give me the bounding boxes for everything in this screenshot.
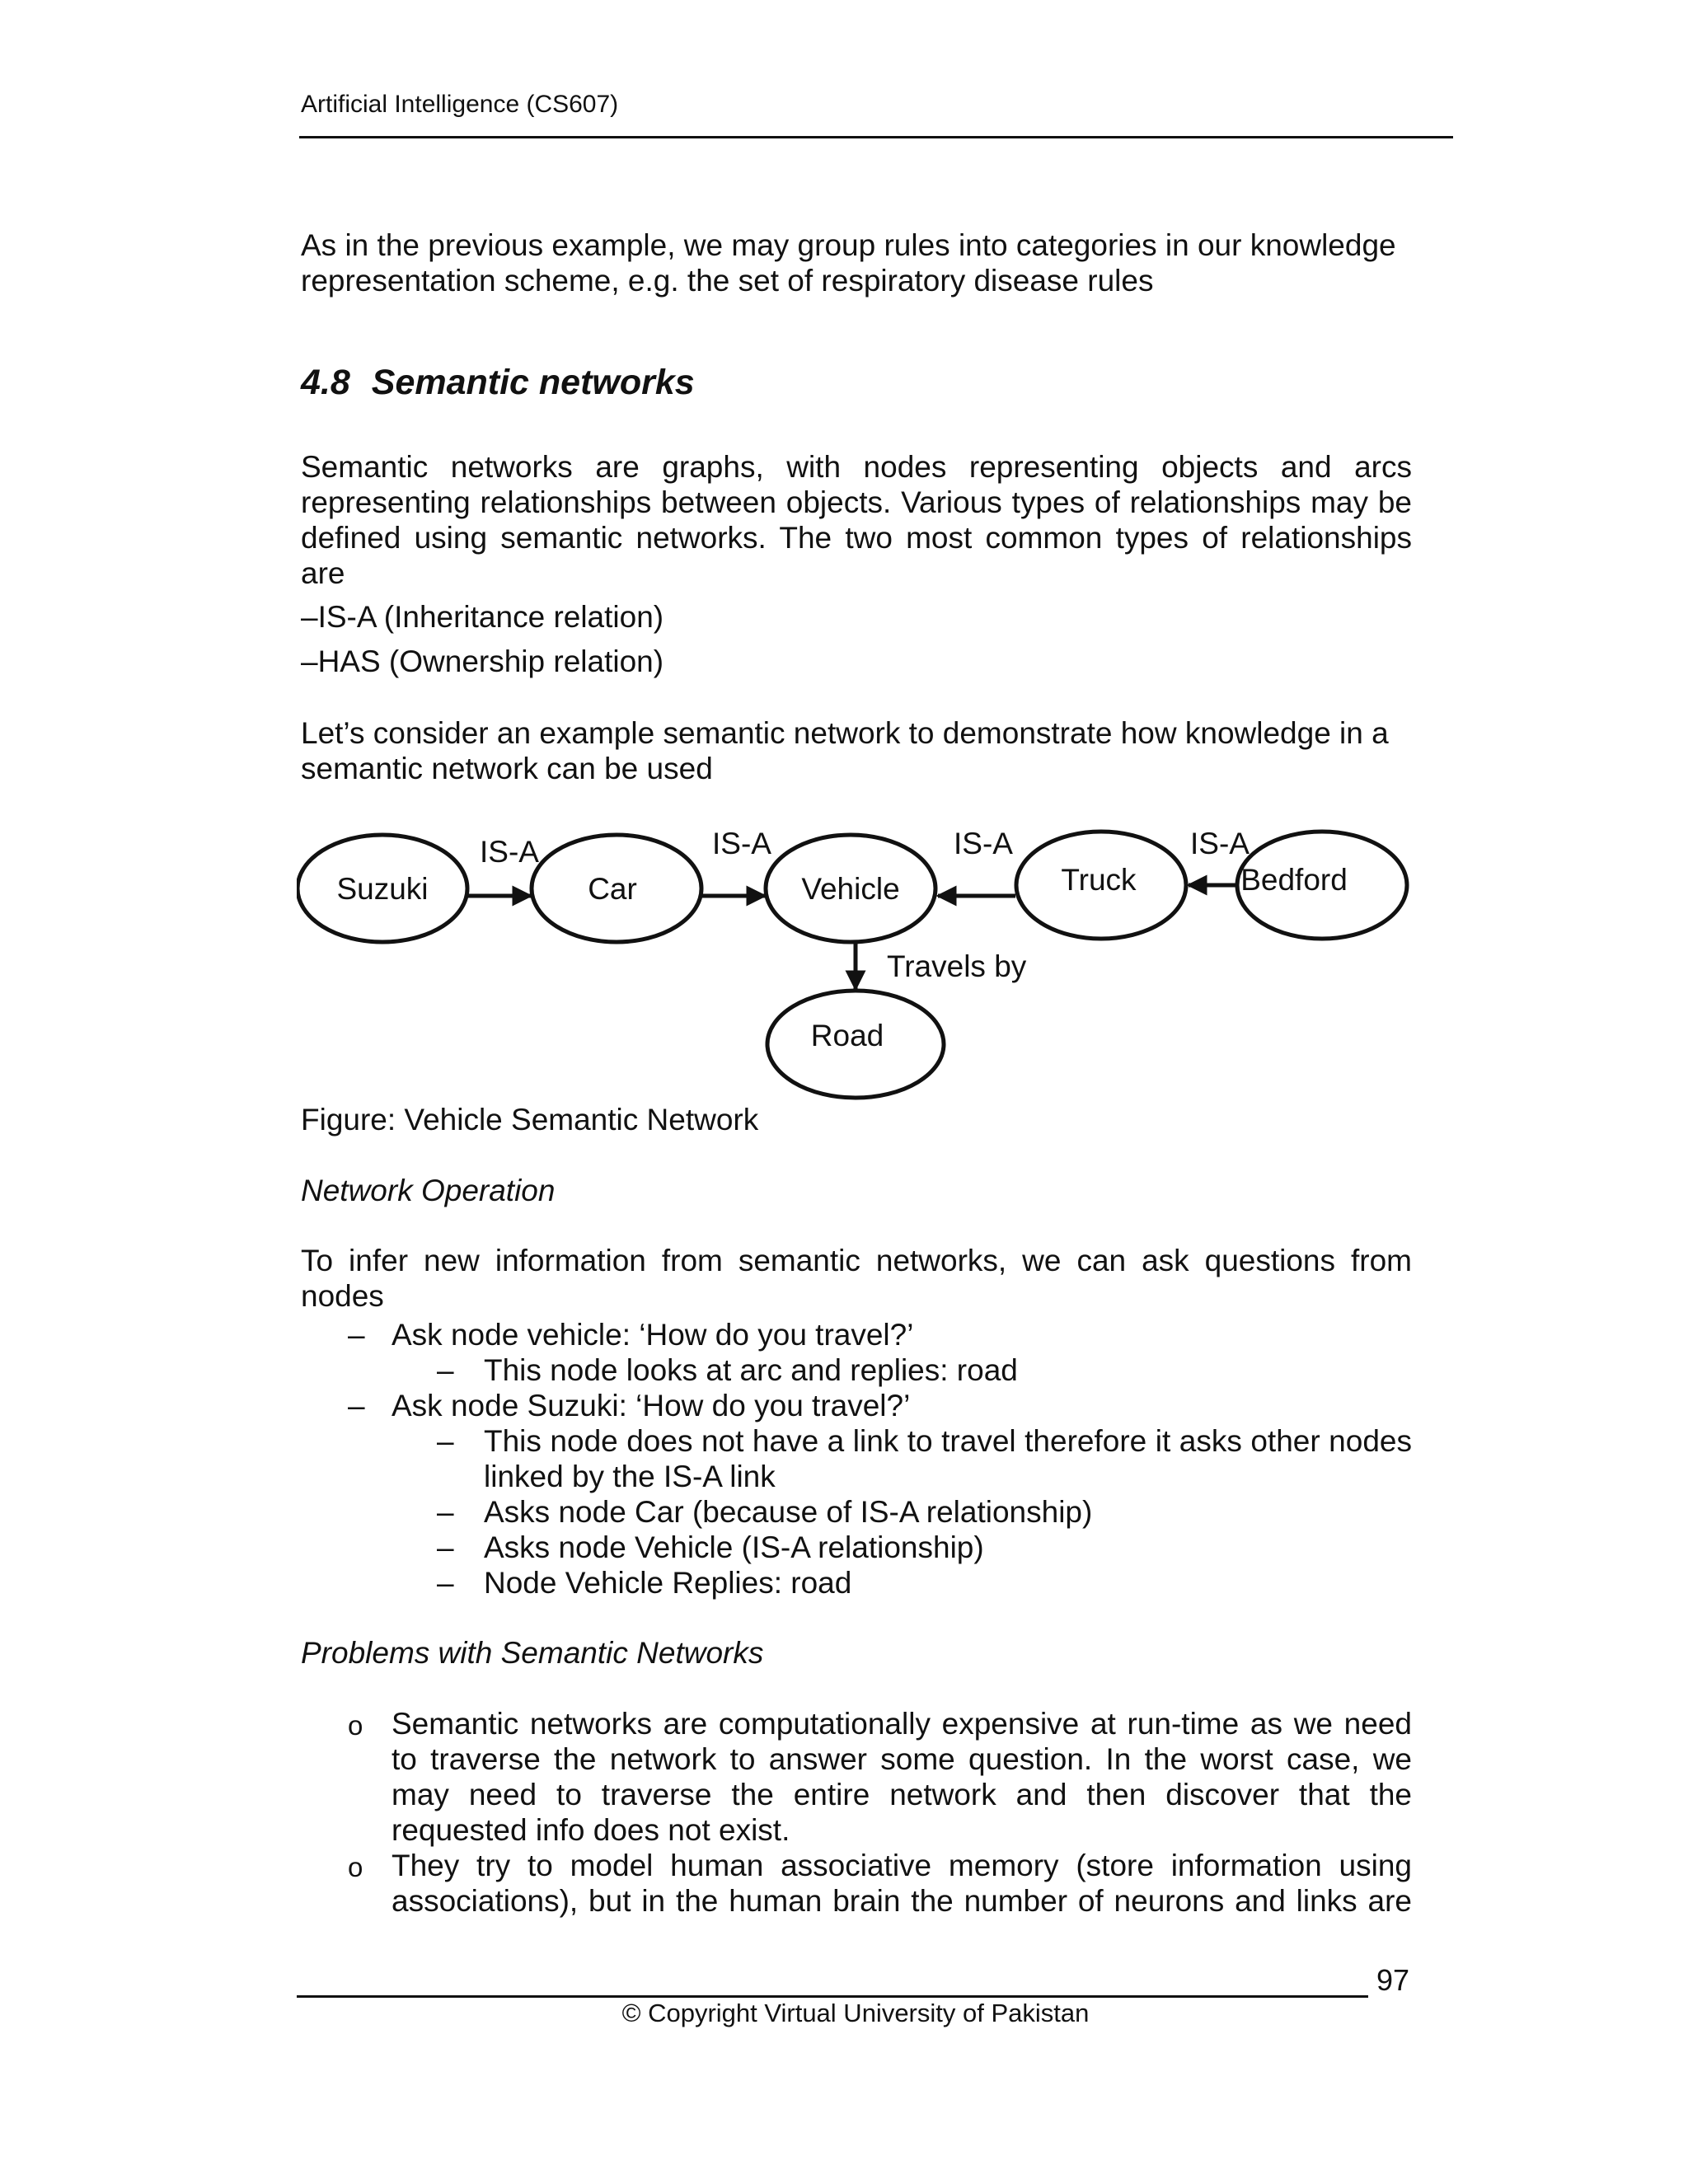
dash-marker: – [437,1566,454,1600]
bullet-marker: o [348,1852,363,1882]
relation-dash: – [301,600,318,634]
op-item-6: Asks node Vehicle (IS-A relationship) [484,1530,984,1564]
problems-heading: Problems with Semantic Networks [301,1636,764,1670]
node-label-bedford: Bedford [1240,863,1348,897]
bullet-marker: o [348,1710,363,1741]
example-intro-paragraph [301,715,1412,786]
relation-has-text: HAS (Ownership relation) [317,644,664,678]
section-heading [301,363,695,403]
intro-line-1: As in the previous example, we may group rules into categories in our knowledge [301,228,1396,262]
edge-label-truck-vehicle: IS-A [954,827,1013,860]
op-item-5: Asks node Car (because of IS-A relationship) [484,1495,1093,1529]
definition-paragraph: Semantic networks are graphs, with nodes representing objects and arcs representing relationships between objects. Various types of relationships may be defined using semantic networks. The two most common types of relationships are [301,450,1412,590]
section-title: Semantic networks [371,363,695,402]
figure-caption: Figure: Vehicle Semantic Network [301,1103,759,1137]
edge-label-bedford-truck: IS-A [1190,827,1250,860]
section-number: 4.8 [301,363,350,402]
relation-dash: – [301,644,318,678]
node-label-road: Road [810,1019,884,1052]
dash-marker: – [437,1495,454,1529]
semantic-network-diagram [297,823,1418,1111]
intro-paragraph [301,227,1412,298]
network-operation-intro-line-2: nodes [301,1279,384,1313]
op-item-3: Ask node Suzuki: ‘How do you travel?’ [392,1389,911,1422]
dash-marker: – [437,1353,454,1387]
relation-isa [301,600,663,635]
relation-has [301,644,663,679]
footer-rule [297,1995,1368,1998]
node-label-car: Car [588,872,637,906]
copyright-notice: © Copyright Virtual University of Pakistan [621,1999,1090,2027]
page-number: 97 [1376,1963,1410,1997]
op-item-2: This node looks at arc and replies: road [484,1353,1018,1387]
op-item-7: Node Vehicle Replies: road [484,1566,852,1600]
dash-marker: – [348,1318,365,1352]
relation-isa-text: IS-A (Inheritance relation) [317,600,664,634]
network-operation-intro [301,1243,1412,1314]
network-operation-heading: Network Operation [301,1174,556,1207]
example-intro-line-1: Let’s consider an example semantic network to demonstrate how knowledge in a [301,716,1389,750]
node-label-vehicle: Vehicle [801,872,900,906]
running-header: Artificial Intelligence (CS607) [301,91,619,118]
dash-marker: – [348,1389,365,1422]
node-label-suzuki: Suzuki [336,872,429,906]
example-intro-line-2: semantic network can be used [301,752,713,785]
edge-label-suzuki-car: IS-A [480,835,539,869]
op-item-1: Ask node vehicle: ‘How do you travel?’ [392,1318,914,1352]
node-label-truck: Truck [1061,863,1137,897]
dash-marker: – [437,1424,454,1458]
intro-line-2: representation scheme, e.g. the set of respiratory disease rules [301,264,1154,298]
header-rule [299,136,1453,138]
network-operation-intro-line-1: To infer new information from semantic networks, we can ask questions from [301,1244,1412,1277]
edge-label-car-vehicle: IS-A [712,827,771,860]
problem-item-2: They try to model human associative memory (store information using associations), but in the human brain the number of neurons and links are [392,1849,1412,1918]
edge-label-vehicle-road: Travels by [887,949,1027,983]
dash-marker: – [437,1530,454,1564]
problem-item-1: Semantic networks are computationally expensive at run-time as we need to traverse the network to answer some question. In the worst case, we may need to traverse the entire network and then discover that the requested info does not exist. [392,1707,1412,1847]
op-item-4: This node does not have a link to travel therefore it asks other nodes linked by the IS-A link [484,1424,1412,1493]
